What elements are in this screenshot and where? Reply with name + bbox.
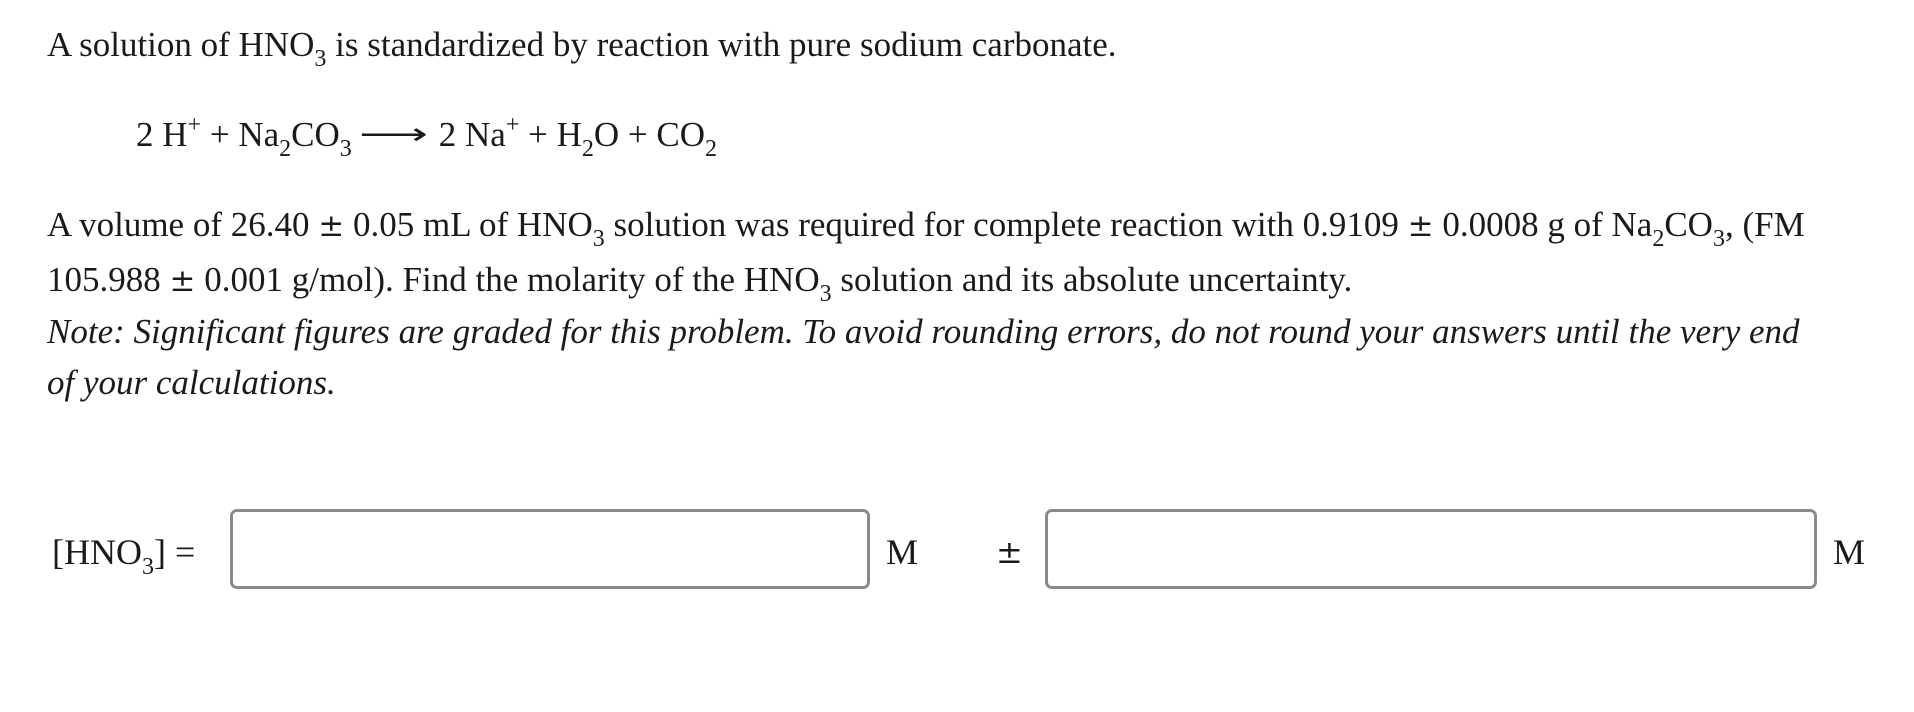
body1-text-3: solution was required for complete reaction with 0.9109 xyxy=(604,205,1408,244)
reaction-equation xyxy=(136,112,718,162)
body1-text-5: CO xyxy=(1664,205,1713,244)
intro-text-1: A solution of HNO xyxy=(47,25,315,64)
eq-term-na: + Na xyxy=(201,115,280,154)
concentration-input[interactable] xyxy=(230,509,870,589)
body2-text-3: solution and its absolute uncertainty. xyxy=(831,260,1353,299)
body2-text-2: 0.001 g/mol). Find the molarity of the HNO xyxy=(195,260,820,299)
body1-sub-3: 3 xyxy=(1712,226,1725,252)
body1-text-6: , (FM xyxy=(1724,205,1805,244)
eq-term-na-ion: 2 Na xyxy=(438,115,506,154)
problem-body-line-1 xyxy=(47,204,1805,252)
intro-subscript: 3 xyxy=(314,46,327,72)
note-line-1: Note: Significant figures are graded for this problem. To avoid rounding errors, do not round your answers until the very end xyxy=(47,312,1800,351)
eq-term-h: 2 H xyxy=(136,115,188,154)
plus-minus-icon: ± xyxy=(169,263,196,299)
uncertainty-input[interactable] xyxy=(1045,509,1817,589)
answer-label xyxy=(52,531,196,580)
eq-sub-na: 2 xyxy=(279,136,292,162)
body1-text-2: 0.05 mL of HNO xyxy=(344,205,593,244)
plus-minus-icon: ± xyxy=(318,208,345,244)
body1-sub-2: 2 xyxy=(1652,226,1665,252)
plus-minus-icon: ± xyxy=(1407,208,1434,244)
uncertainty-unit: M xyxy=(1833,532,1866,572)
reaction-arrow-icon: ⟶ xyxy=(358,117,428,152)
note-line-2: of your calculations. xyxy=(47,363,336,402)
intro-text-2: is standardized by reaction with pure sodium carbonate. xyxy=(326,25,1117,64)
answer-label-open: [HNO xyxy=(52,532,142,572)
eq-sub-co2: 2 xyxy=(705,136,718,162)
eq-term-co: CO xyxy=(291,115,340,154)
answer-label-close: ] = xyxy=(153,532,196,572)
eq-term-h2o: + H xyxy=(519,115,582,154)
concentration-unit: M xyxy=(886,532,919,572)
eq-sub-co3: 3 xyxy=(339,136,352,162)
eq-term-co2: O + CO xyxy=(593,115,706,154)
plus-minus-icon: ± xyxy=(996,533,1023,571)
answer-label-sub: 3 xyxy=(141,554,154,580)
eq-sub-h2: 2 xyxy=(581,136,594,162)
body1-sub-1: 3 xyxy=(592,226,605,252)
body1-text-1: A volume of 26.40 xyxy=(47,205,319,244)
eq-sup-2: + xyxy=(505,112,520,138)
problem-intro xyxy=(47,24,1117,72)
eq-sup-1: + xyxy=(187,112,202,138)
body2-text-1: 105.988 xyxy=(47,260,170,299)
problem-body-line-2 xyxy=(47,259,1353,307)
body2-sub-1: 3 xyxy=(819,281,832,307)
body1-text-4: 0.0008 g of Na xyxy=(1433,205,1653,244)
